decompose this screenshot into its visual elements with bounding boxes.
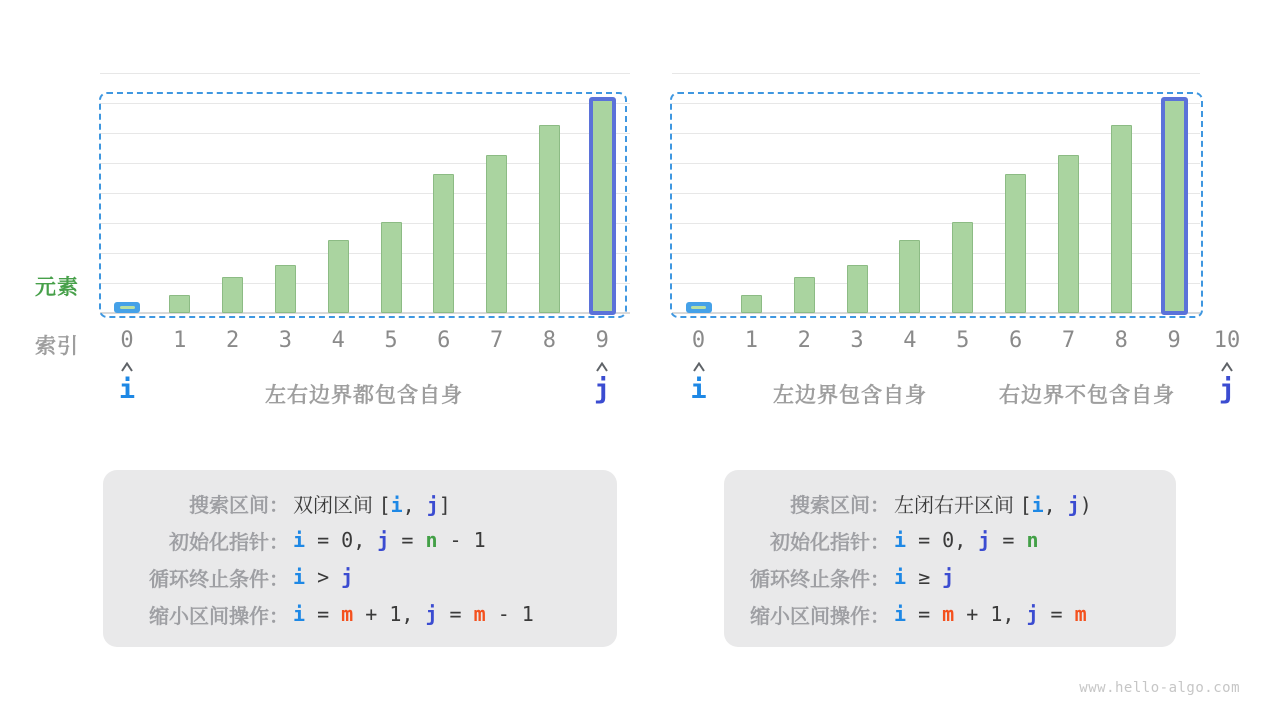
value-bar — [433, 174, 454, 313]
info-box-left-closed-right-open — [724, 470, 1176, 647]
pointer-i: i — [690, 374, 707, 405]
pointer-j: j — [594, 374, 611, 405]
element-highlight-stripe — [120, 306, 135, 309]
caret-up-icon — [1220, 359, 1234, 369]
index-label: 9 — [1167, 328, 1181, 353]
index-label: 3 — [278, 328, 293, 353]
value-bar — [1058, 155, 1079, 313]
value-bar — [1005, 174, 1026, 313]
info-row — [117, 485, 603, 522]
info-row-expression: i > j — [293, 565, 354, 589]
info-row-label: 搜索区间： — [790, 494, 890, 517]
info-row — [738, 522, 1162, 559]
info-row-label: 搜索区间： — [189, 494, 289, 517]
boundary-caption: 左右边界都包含自身 — [265, 384, 463, 407]
pointer-i: i — [118, 374, 136, 405]
range-boundary-bar — [589, 97, 616, 315]
info-row — [738, 485, 1162, 522]
index-label: 4 — [903, 328, 917, 353]
info-row — [738, 596, 1162, 633]
info-row-expression: i = m + 1, j = m - 1 — [293, 602, 534, 626]
x-axis-label: 索引 — [35, 335, 79, 358]
caret-up-icon — [595, 359, 609, 369]
value-bar — [1111, 125, 1132, 313]
value-bar — [275, 265, 296, 313]
pointer-j: j — [1218, 374, 1236, 405]
plot-top-line — [672, 73, 1200, 74]
index-label: 9 — [595, 328, 609, 353]
value-bar — [539, 125, 560, 313]
index-label: 0 — [691, 328, 706, 353]
index-label: 6 — [437, 328, 451, 353]
info-row-expression: 左闭右开区间 [i, j) — [894, 492, 1092, 517]
boundary-caption: 右边界不包含自身 — [999, 384, 1175, 407]
value-bar — [222, 277, 243, 313]
value-bar — [741, 295, 762, 313]
value-bar — [169, 295, 190, 313]
info-row — [117, 522, 603, 559]
caret-up-icon — [120, 359, 134, 369]
index-label: 8 — [542, 328, 557, 353]
value-bar — [899, 240, 920, 313]
index-label: 5 — [956, 328, 970, 353]
index-label: 1 — [744, 328, 758, 353]
plot-top-line — [100, 73, 630, 74]
range-boundary-bar — [1161, 97, 1188, 315]
boundary-caption: 左边界包含自身 — [773, 384, 927, 407]
index-label: 7 — [1061, 328, 1076, 353]
index-label: 7 — [489, 328, 504, 353]
value-bar — [381, 222, 402, 313]
index-label: 2 — [797, 328, 811, 353]
info-row-expression: i ≥ j — [894, 565, 955, 589]
index-label: 0 — [120, 328, 134, 353]
value-bar — [486, 155, 507, 313]
info-row-expression: i = 0, j = n - 1 — [293, 528, 486, 552]
index-label: 1 — [173, 328, 187, 353]
value-bar — [328, 240, 349, 313]
info-row-label: 循环终止条件： — [750, 568, 890, 591]
caret-up-icon — [692, 359, 706, 369]
value-bar — [794, 277, 815, 313]
index-label: 2 — [225, 328, 240, 353]
info-row-expression: 双闭区间 [i, j] — [293, 492, 451, 517]
y-axis-label: 元素 — [35, 276, 79, 299]
index-label: 4 — [331, 328, 345, 353]
index-label: 3 — [850, 328, 864, 353]
info-row-label: 初始化指针： — [770, 531, 890, 554]
info-row-label: 缩小区间操作： — [750, 605, 890, 628]
info-row — [738, 559, 1162, 596]
info-row-label: 初始化指针： — [169, 531, 289, 554]
info-row-expression: i = m + 1, j = m — [894, 602, 1087, 626]
info-row-expression: i = 0, j = n — [894, 528, 1039, 552]
value-bar — [847, 265, 868, 313]
element-highlight-stripe — [691, 306, 706, 309]
value-bar — [952, 222, 973, 313]
index-label: 5 — [384, 328, 398, 353]
index-label: 6 — [1008, 328, 1023, 353]
info-row-label: 循环终止条件： — [149, 568, 289, 591]
index-label: 10 — [1213, 328, 1241, 353]
info-box-closed-interval — [103, 470, 617, 647]
info-row — [117, 559, 603, 596]
index-label: 8 — [1114, 328, 1128, 353]
watermark-url: www.hello-algo.com — [1079, 680, 1240, 696]
info-row-label: 缩小区间操作： — [149, 605, 289, 628]
info-row — [117, 596, 603, 633]
